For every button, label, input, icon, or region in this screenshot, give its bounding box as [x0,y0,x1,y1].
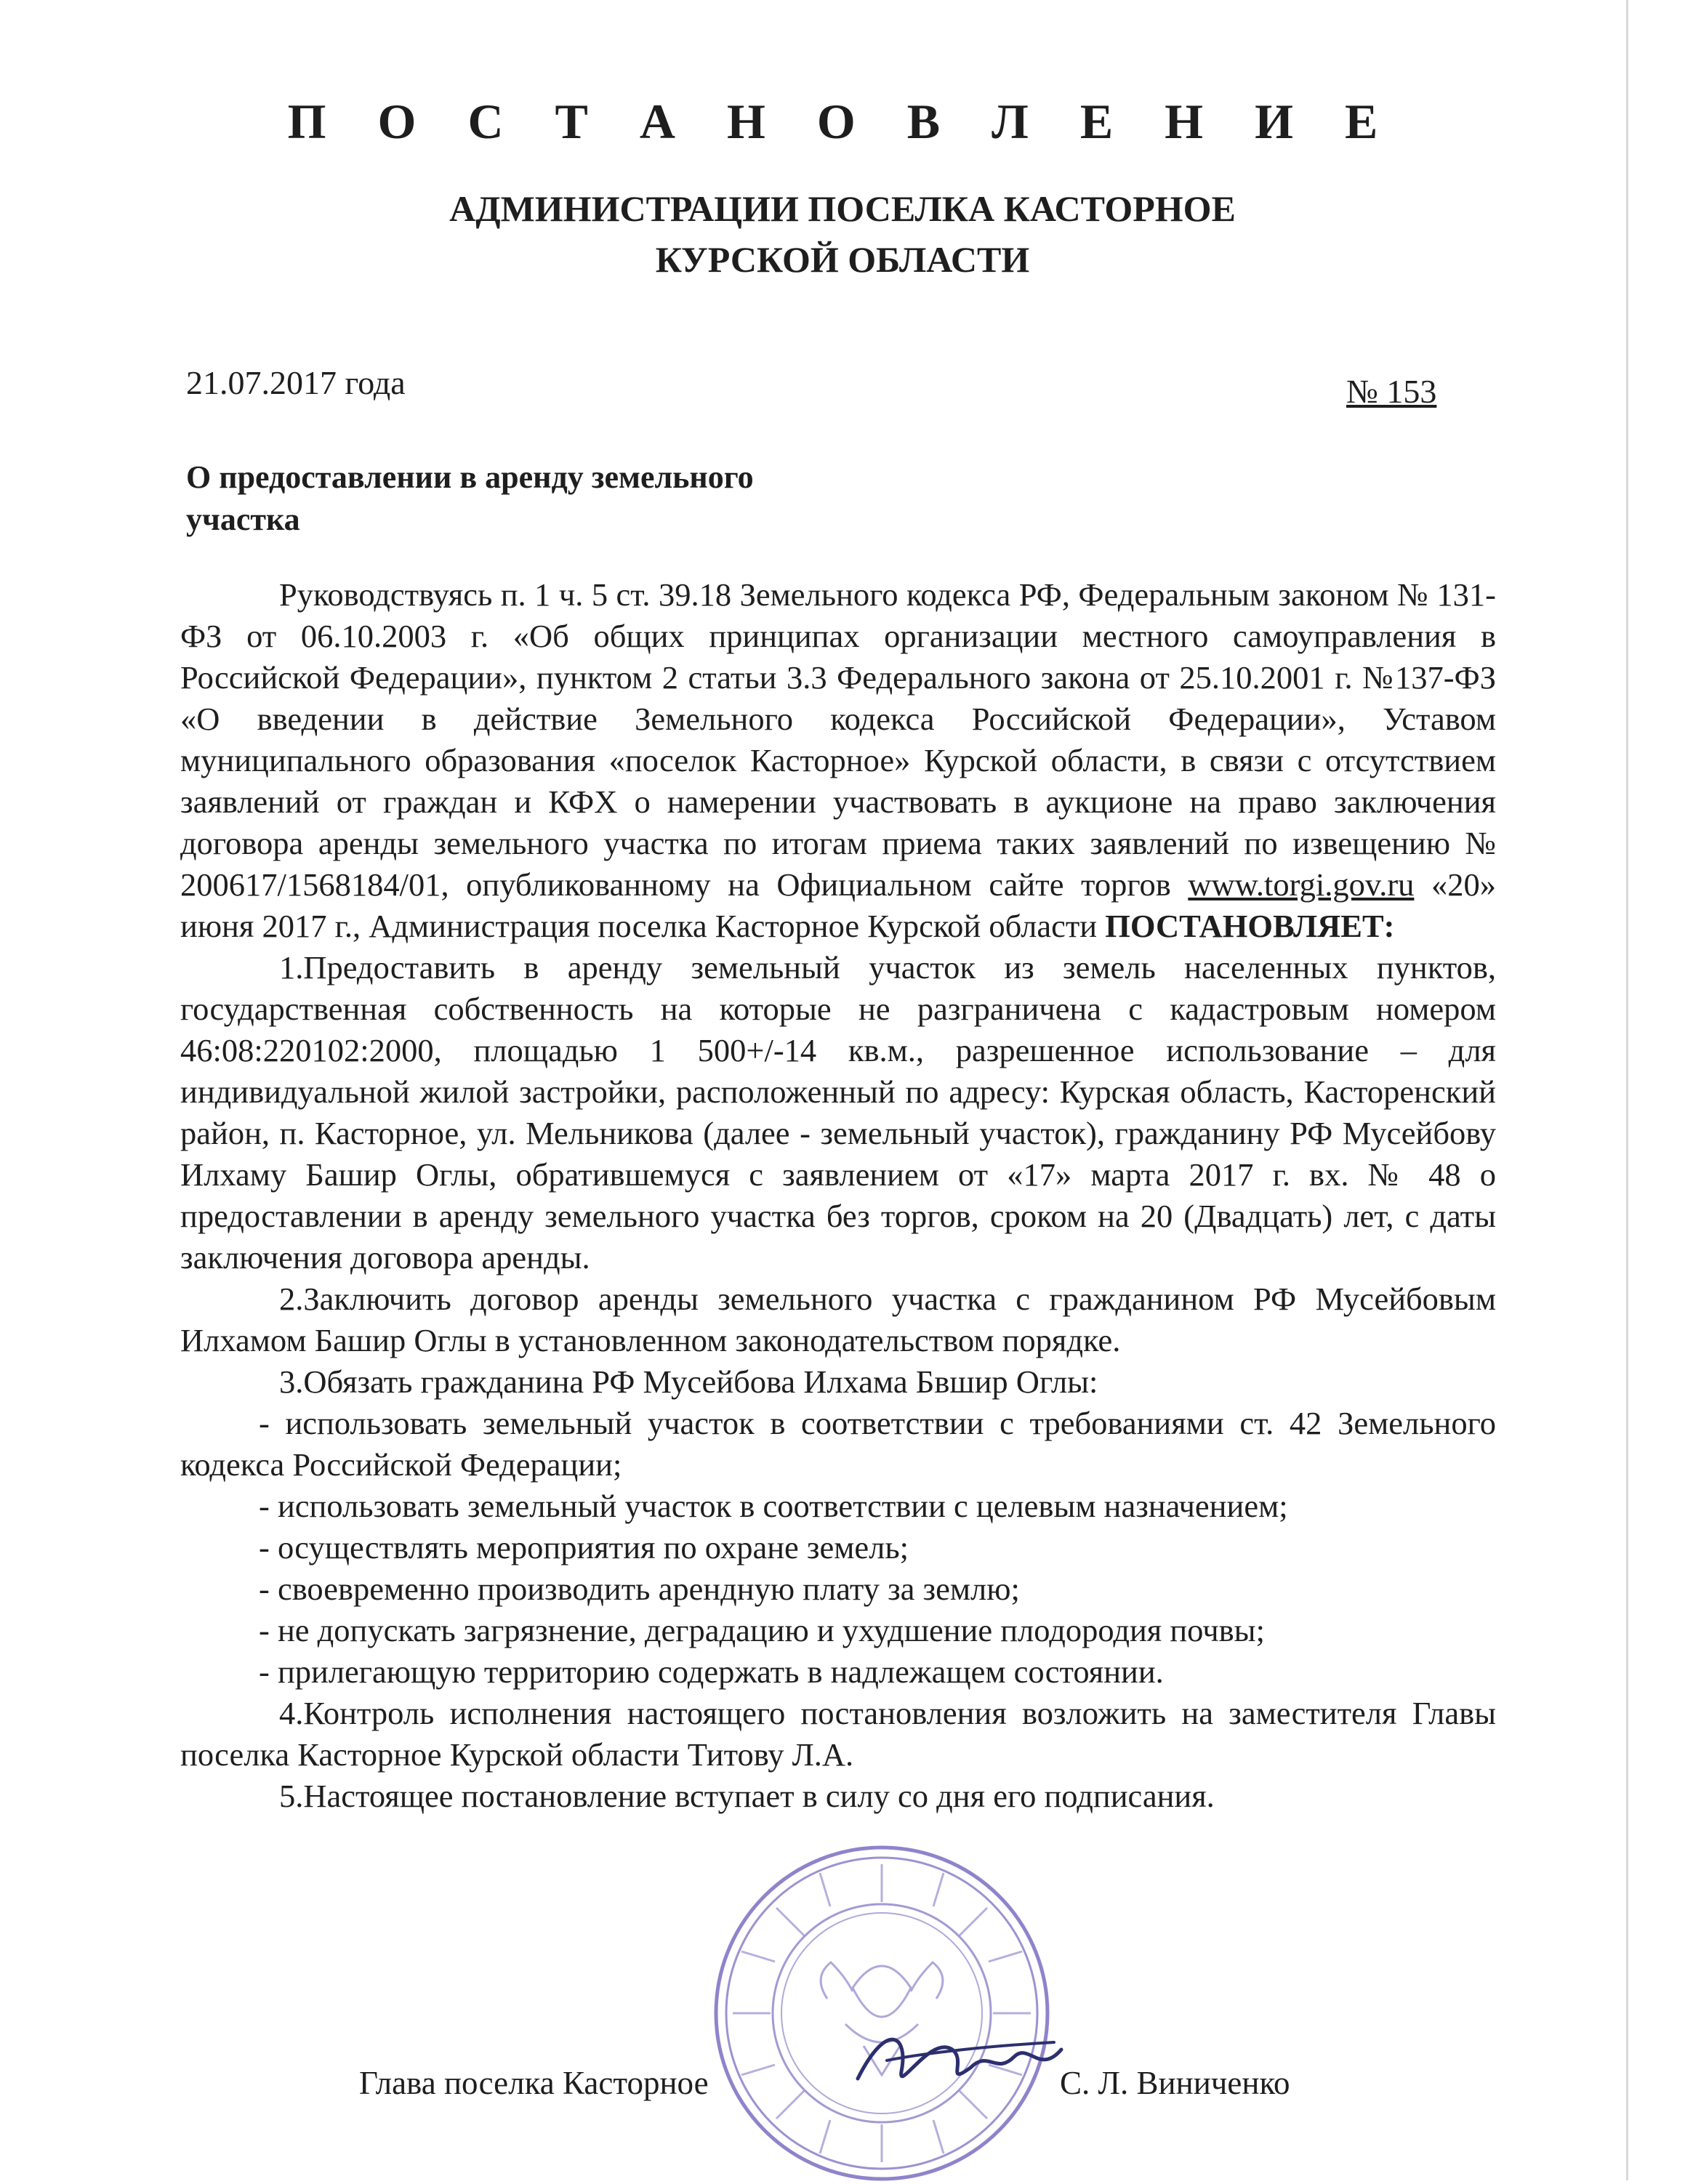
preamble-tail: «20» июня 2017 г., Администрация поселка Касторное Курской области [180,866,1497,944]
list-item [180,1693,1496,1776]
item-text: Обязать гражданина РФ Мусейбова Илхама Бвшир Оглы: [303,1363,1098,1400]
obligation-item: - прилегающую территорию содержать в надлежащем состоянии. [259,1653,1164,1690]
signatory-position: Глава поселка Касторное [359,2065,709,2101]
issuing-region: КУРСКОЙ ОБЛАСТИ [655,239,1030,280]
list-item [180,947,1496,1278]
document-number: № 153 [1346,373,1437,410]
torgi-link[interactable]: www.torgi.gov.ru [1188,866,1415,903]
item-number: 2. [279,1281,304,1317]
resolves-keyword: ПОСТАНОВЛЯЕТ: [1105,908,1395,944]
item-number: 1. [279,949,304,986]
document-body [180,574,1496,1817]
item-text: Контроль исполнения настоящего постановления возложить на заместителя Главы поселка Касторное Курской области Титову Л.А. [180,1695,1496,1773]
obligation-item: - не допускать загрязнение, деградацию и ухудшение плодородия почвы; [259,1612,1265,1648]
obligation-item: - использовать земельный участок в соответствии с целевым назначением; [259,1488,1288,1524]
signatory-name: С. Л. Виниченко [1060,2065,1290,2101]
item-number: 4. [279,1695,304,1731]
subject-line: участка [186,501,300,537]
preamble-text: Руководствуясь п. 1 ч. 5 ст. 39.18 Земельного кодекса РФ, Федеральным законом № 131-ФЗ от 06.10.2003 г. «Об общих принципах организации местного самоуправления в Российской Федерации», пунктом 2 статьи 3.3 Федерального закона от 25.10.2001 г. №137-ФЗ «О введении в действие Земельного кодекса Российской Федерации», Уставом муниципального образования «поселок Касторное» Курской области, в связи с отсутствием заявлений от граждан и КФХ о намерении участвовать в аукционе на право заключения договора аренды земельного участка по итогам приема таких заявлений по извещению № 200617/1568184/01, опубликованному на Официальном сайте торгов [180,576,1496,903]
subject-line: О предоставлении в аренду земельного [186,459,754,495]
list-item [180,1278,1496,1361]
list-item [180,1776,1496,1817]
item-number: 3. [279,1363,304,1400]
item-text: Настоящее постановление вступает в силу со дня его подписания. [303,1778,1215,1814]
issuing-authority: АДМИНИСТРАЦИИ ПОСЕЛКА КАСТОРНОЕ [449,188,1236,229]
preamble-paragraph [180,574,1496,947]
item-text: Заключить договор аренды земельного участка с гражданином РФ Мусейбовым Илхамом Башир Оглы в установленном законодательством порядке. [180,1281,1496,1358]
obligation-item: - своевременно производить арендную плату за землю; [259,1571,1020,1607]
document-title: П О С Т А Н О В Л Е Н И Е [287,94,1398,149]
item-number: 5. [279,1778,304,1814]
handwritten-signature [843,2006,1076,2108]
scan-fold-line [1626,0,1628,2180]
obligation-item: - осуществлять мероприятия по охране земель; [259,1529,909,1566]
document-date: 21.07.2017 года [186,364,406,401]
list-item [180,1361,1496,1403]
item-text: Предоставить в аренду земельный участок из земель населенных пунктов, государственная собственность на которые не разграничена с кадастровым номером 46:08:220102:2000, площадью 1 500+/-14 кв.м., разрешенное использование – для индивидуальной жилой застройки, расположенный по адресу: Курская область, Касторенский район, п. Касторное, ул. Мельникова (далее - земельный участок), гражданину РФ Мусейбову Илхаму Башир Оглы, обратившемуся с заявлением от «17» марта 2017 г. вх. № 48 о предоставлении в аренду земельного участка без торгов, сроком на 20 (Двадцать) лет, с даты заключения договора аренды. [180,949,1496,1276]
document-subject [186,456,913,541]
obligation-item: - использовать земельный участок в соответствии с требованиями ст. 42 Земельного кодекса Российской Федерации; [180,1405,1496,1483]
